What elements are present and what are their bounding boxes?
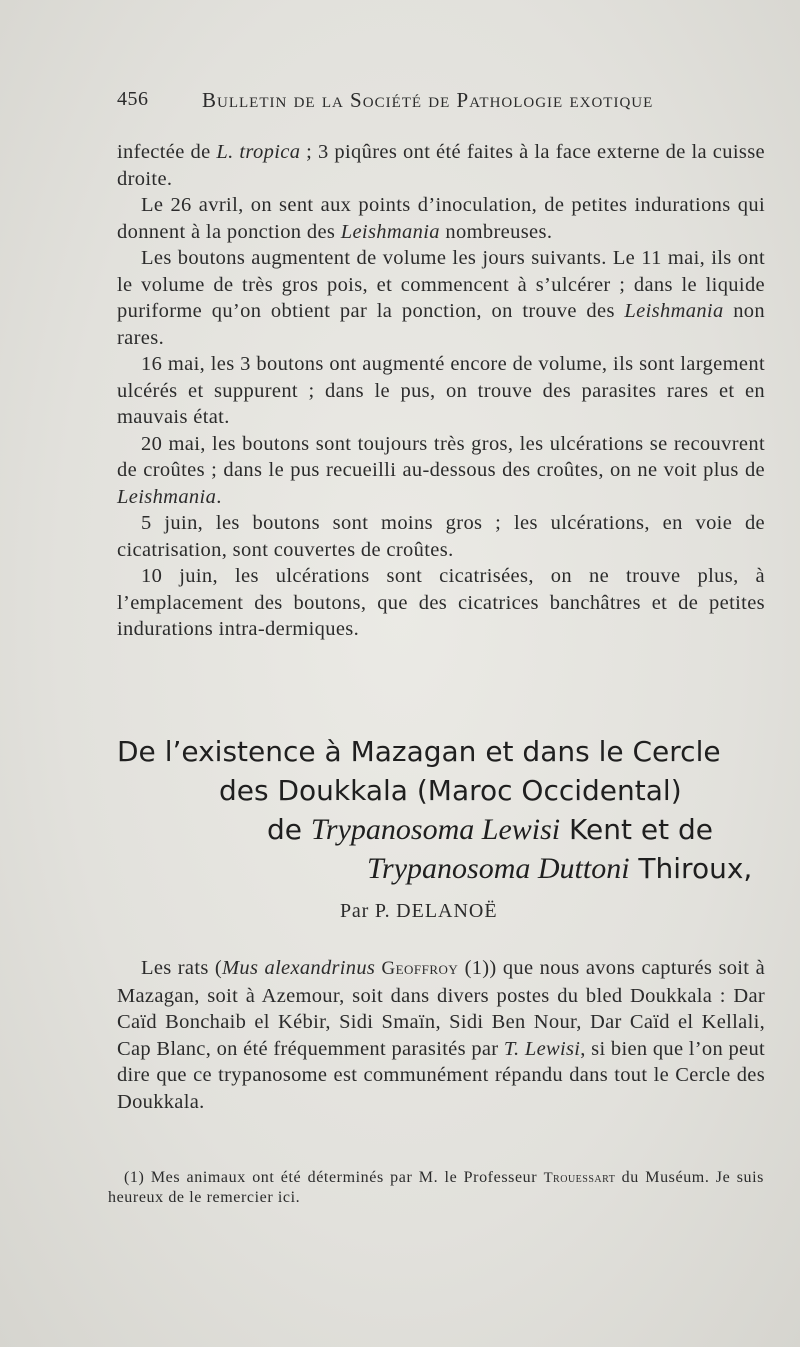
paragraph: 5 juin, les boutons sont moins gros ; les ulcérations, en voie de cicatrisation, sont couvertes de croûtes. bbox=[117, 512, 765, 561]
footnote bbox=[108, 1168, 764, 1208]
paragraph bbox=[117, 431, 765, 511]
text: Les rats ( bbox=[141, 957, 223, 979]
genus-name: Leishmania bbox=[624, 300, 724, 322]
species-name: Mus alexandrinus bbox=[222, 957, 376, 979]
author-name: DELANOË bbox=[396, 900, 498, 922]
title-line: De l’existence à Mazagan et dans le Cercle bbox=[117, 735, 721, 768]
text: (1)) que nous avons capturés soit à Mazagan, soit à Azemour, soit dans divers postes du bled Doukkala : Dar Caïd Bonchaib el Kébir, Sidi Smaïn, Sidi Ben Nour, Dar Caïd el Kellali, Cap Blanc, on été fréquemment parasités par bbox=[117, 957, 765, 1060]
paragraph: 10 juin, les ulcérations sont cicatrisées, on ne trouve plus, à l’emplacement des boutons, que des cicatrices banchâtres et de petites indurations intra-dermiques. bbox=[117, 565, 765, 640]
paragraph bbox=[117, 139, 765, 192]
paragraph bbox=[117, 955, 765, 1115]
text: . bbox=[216, 485, 222, 508]
species-name: T. Lewisi bbox=[503, 1037, 581, 1060]
person-name: Trouessart bbox=[543, 1170, 616, 1186]
author-byline bbox=[340, 900, 498, 923]
page-number: 456 bbox=[117, 88, 149, 110]
paragraph: 16 mai, les 3 boutons ont augmenté encore de volume, ils sont largement ulcérés et suppurent ; dans le pus, on trouve des parasites rares et en mauvais état. bbox=[117, 353, 765, 428]
text: de bbox=[267, 813, 311, 846]
article-title bbox=[117, 732, 765, 888]
text: (1) Mes animaux ont été déterminés par M. le Professeur bbox=[124, 1169, 544, 1186]
article-body bbox=[117, 955, 765, 1115]
author-citation: Geoffroy bbox=[381, 958, 459, 979]
previous-article-continuation bbox=[117, 139, 765, 643]
text: Thiroux, bbox=[629, 852, 753, 885]
genus-name: Leishmania bbox=[117, 485, 217, 508]
genus-name: Leishmania bbox=[340, 220, 440, 243]
title-line bbox=[117, 810, 765, 849]
text: infectée de bbox=[117, 141, 217, 163]
text: Le 26 avril, on sent aux points d’inoculation, de petites indurations qui donnent à la ponction des bbox=[117, 194, 765, 243]
text: du Muséum. Je suis heureux de le remercier ici. bbox=[108, 1169, 764, 1206]
text: Par P. bbox=[340, 900, 397, 922]
footnote-text bbox=[108, 1168, 764, 1208]
species-name: L. tropica bbox=[216, 141, 301, 163]
page-header bbox=[117, 88, 777, 118]
text: non rares. bbox=[117, 300, 766, 349]
paragraph bbox=[117, 245, 765, 351]
text: ; 3 piqûres ont été faites à la face externe de la cuisse droite. bbox=[117, 141, 765, 190]
text: Kent et de bbox=[560, 813, 713, 846]
text: , si bien que l’on peut dire que ce trypanosome est communément répandu dans tout le Cercle des Doukkala. bbox=[117, 1037, 765, 1113]
species-name: Trypanosoma Lewisi bbox=[310, 813, 561, 846]
text: 20 mai, les boutons sont toujours très gros, les ulcérations se recouvrent de croûtes ; dans le pus recueilli au-dessous des croûtes, on ne voit plus de bbox=[117, 432, 765, 481]
text: nombreuses. bbox=[439, 220, 553, 243]
running-title: Bulletin de la Société de Pathologie exotique bbox=[202, 88, 654, 112]
title-line bbox=[117, 849, 765, 888]
paragraph bbox=[117, 192, 765, 245]
species-name: Trypanosoma Duttoni bbox=[367, 852, 630, 885]
title-line: des Doukkala (Maroc Occidental) bbox=[219, 774, 682, 807]
text: Les boutons augmentent de volume les jours suivants. Le 11 mai, ils ont le volume de très gros pois, et commencent à s’ulcérer ; dans le liquide puriforme qu’on obtient par la ponction, on trouve des bbox=[117, 247, 765, 322]
